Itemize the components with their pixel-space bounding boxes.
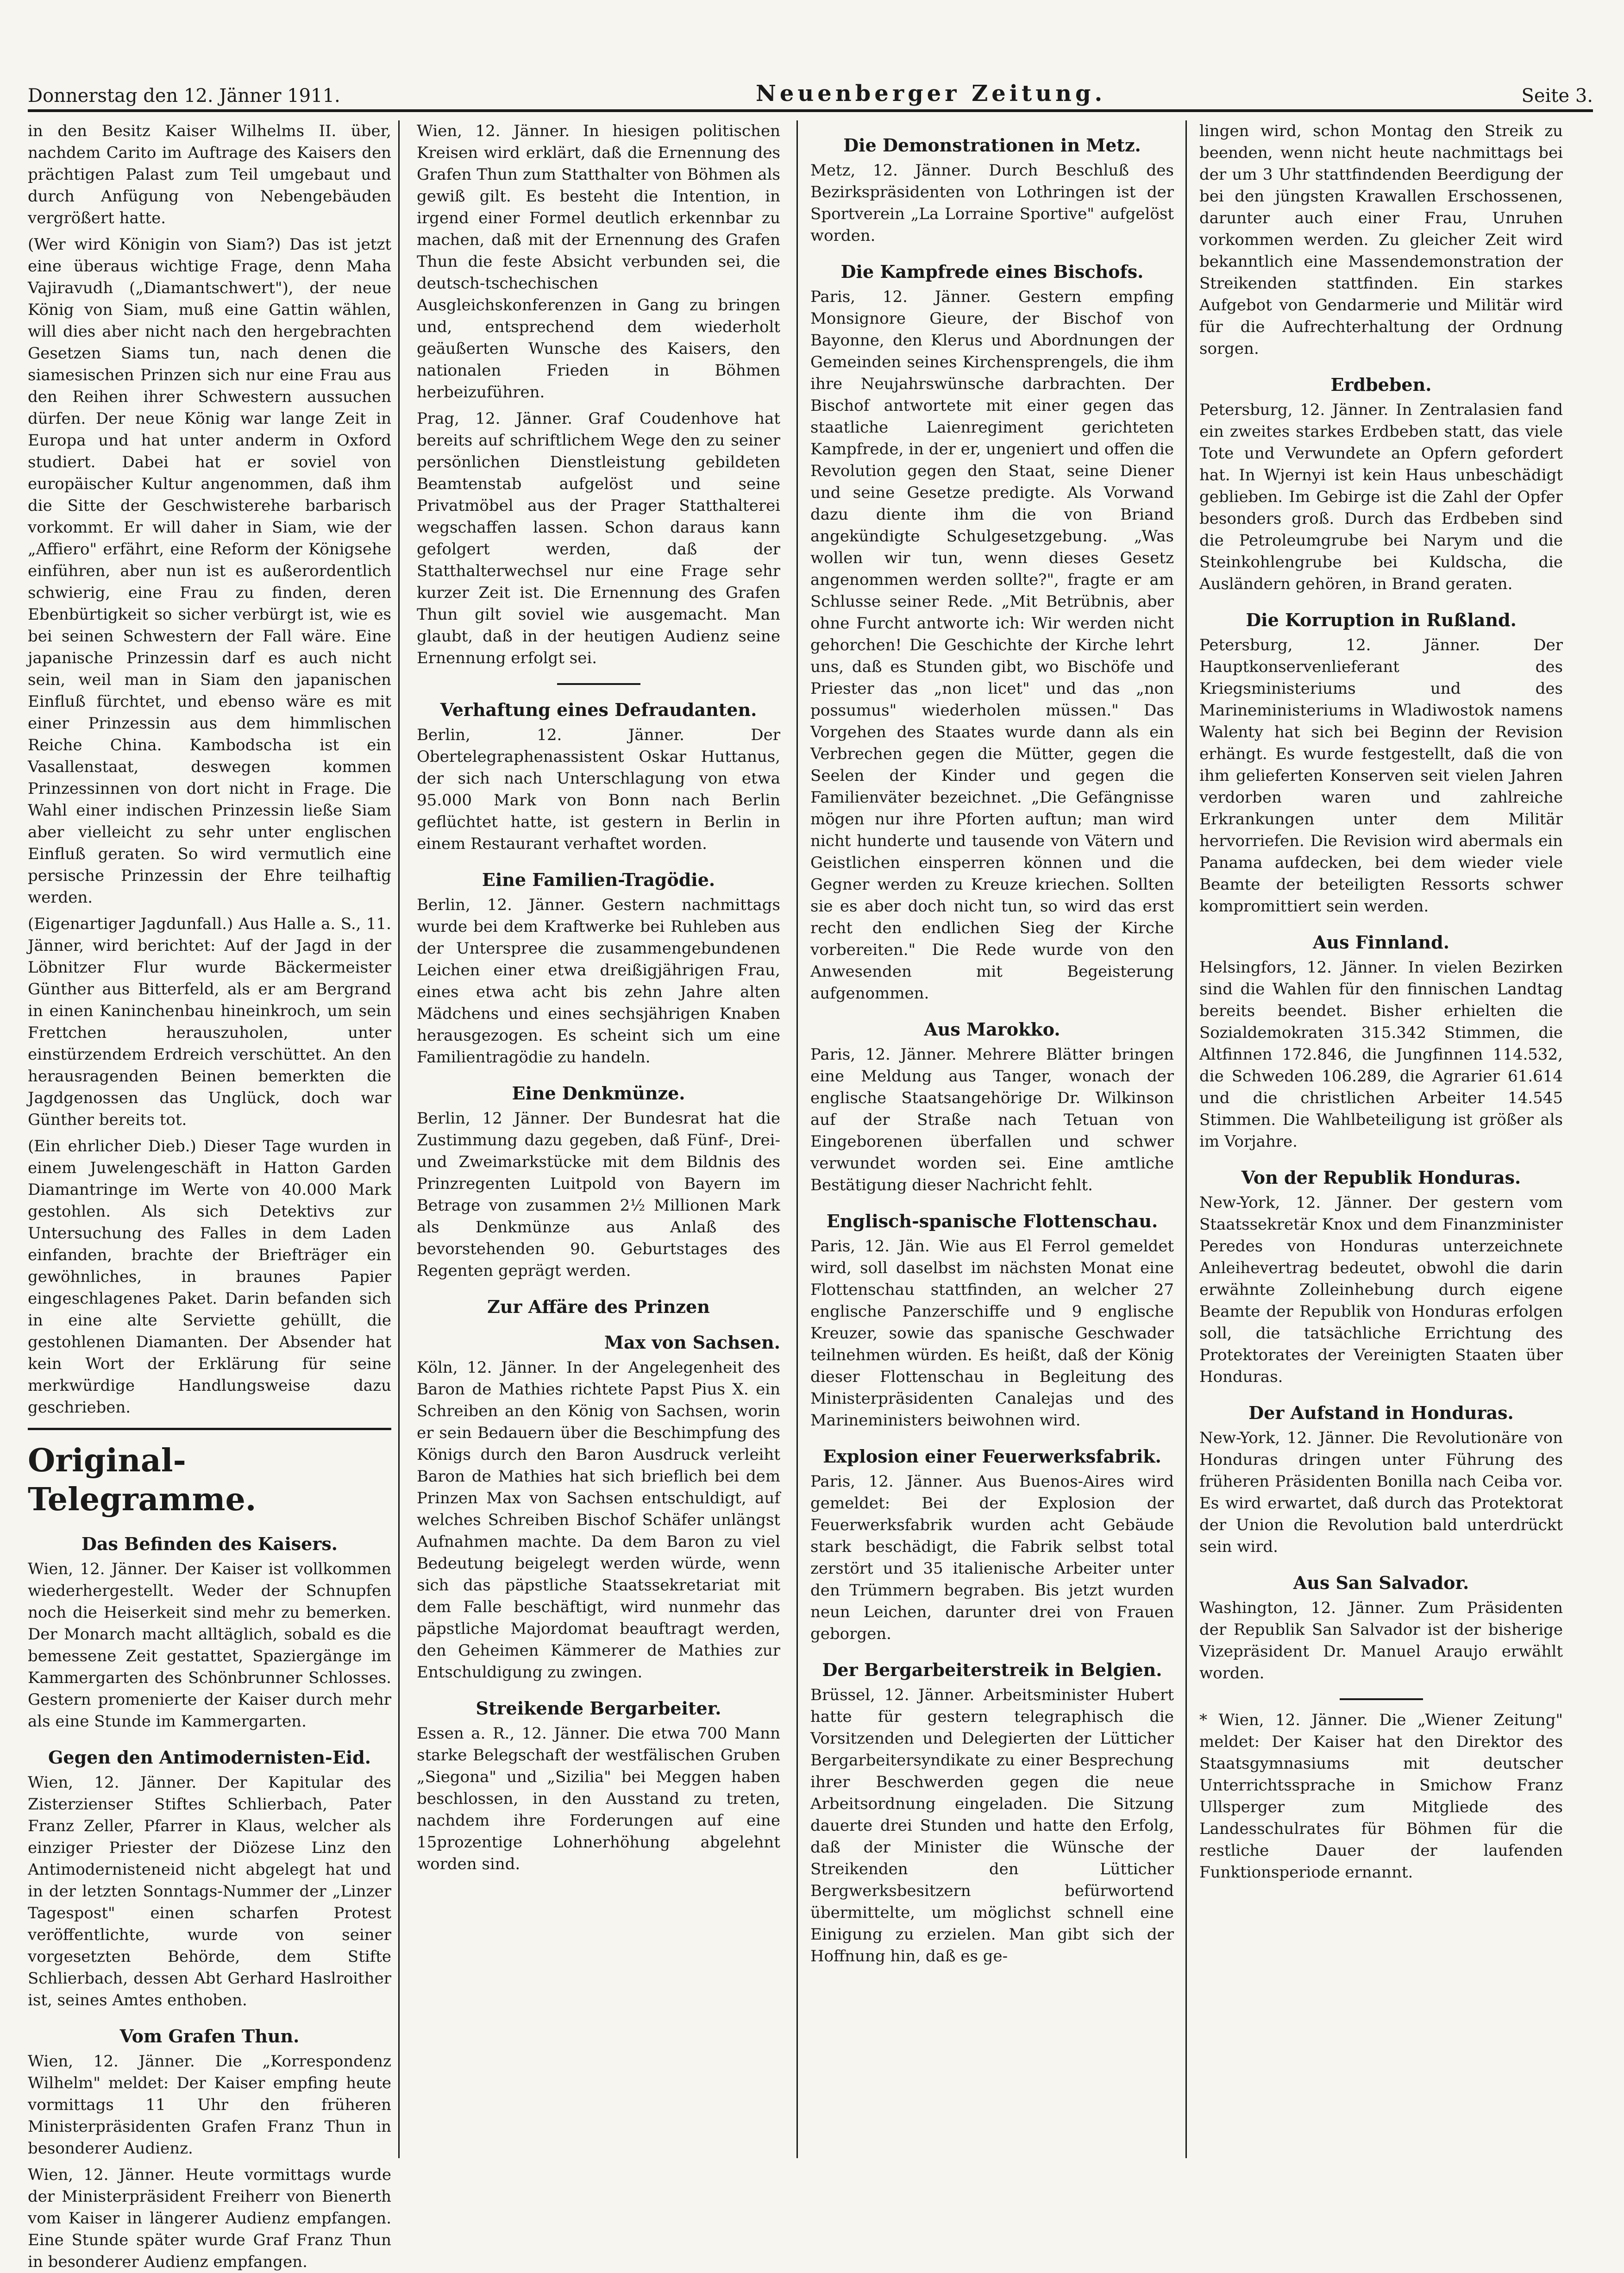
article-text: Essen a. R., 12. Jänner. Die etwa 700 Mann starke Belegschaft der westfälischen Gruben „Siegona" und „Sizilia" bei Meggen haben beschlossen, in den Ausstand zu treten, nachdem ihre Forderungen auf eine 15prozentige Lohnerhöhung abgelehnt worden sind.	[417, 1724, 780, 1873]
article-headline: Eine Denkmünze.	[512, 1083, 685, 1104]
article-headline: Die Korruption in Rußland.	[1246, 609, 1517, 630]
article-text: in den Besitz Kaiser Wilhelms II. über, nachdem Carito im Auftrage des Kaisers den prächtigen Palast zum Teil umgebaut und durch Anfügung von Nebengebäuden vergrößert hatte.	[28, 122, 391, 227]
section-title: Original-Telegramme.	[28, 1442, 257, 1518]
article-text: lingen wird, schon Montag den Streik zu beenden, wenn nicht heute nachmittags bei der um 3 Uhr stattfindenden Beerdigung der bei den jüngsten Krawallen Erschossenen, darunter auch einer Frau, Unruhen vorkommen werden. Zu gleicher Zeit wird bekanntlich eine Massendemonstration der Streikenden stattfinden. Ein starkes Aufgebot von Gendarmerie und Militär wird für die Aufrechterhaltung der Ordnung sorgen.	[1199, 122, 1563, 358]
column-divider	[796, 120, 798, 2158]
article-headline: Explosion einer Feuerwerksfabrik.	[823, 1446, 1161, 1467]
column-divider	[1185, 120, 1187, 2158]
article-text: Wien, 12. Jänner. Der Kaiser ist vollkommen wiederhergestellt. Weder der Schnupfen noch die Heiserkeit sind mehr zu bemerken. Der Monarch macht alltäglich, sobald es die bemessene Zeit gestattet, Spaziergänge im Kammergarten des Schönbrunner Schlosses. Gestern promenierte der Kaiser durch mehr als eine Stunde im Kammergarten.	[28, 1560, 391, 1731]
section-rule	[28, 1428, 391, 1430]
separator	[557, 683, 640, 685]
article-text: New-York, 12. Jänner. Der gestern vom Staatssekretär Knox und dem Finanzminister Peredes von Honduras unterzeichnete Anleihevertrag bedeutet, obwohl die darin erwähnte Zolleinhebung durch eigene Beamte der Republik von Honduras erfolgen soll, die tatsächliche Errichtung des Protektorates der Vereinigten Staaten über Honduras.	[1199, 1193, 1563, 1386]
article-text: * Wien, 12. Jänner. Die „Wiener Zeitung" meldet: Der Kaiser hat den Direktor des Staatsgymnasiums mit deutscher Unterrichtssprache in Smichow Franz Ullsperger zum Mitgliede des Landesschulrates für Böhmen für die restliche Dauer der laufenden Funktionsperiode ernannt.	[1199, 1711, 1563, 1882]
article-text: Prag, 12. Jänner. Graf Coudenhove hat bereits auf schriftlichem Wege den zu seiner persönlichen Dienstleistung gebildeten Beamtenstab aufgelöst und seine Privatmöbel aus der Prager Statthalterei wegschaffen lassen. Schon daraus kann gefolgert werden, daß der Statthalterwechsel nur eine Frage sehr kurzer Zeit ist. Die Ernennung des Grafen Thun gilt soviel wie ausgemacht. Man glaubt, daß in der heutigen Audienz seine Ernennung erfolgt sei.	[417, 409, 780, 667]
article-headline: Aus Marokko.	[924, 1019, 1060, 1040]
article-text: New-York, 12. Jänner. Die Revolutionäre von Honduras dringen unter Führung des früheren Präsidenten Bonilla nach Ceiba vor. Es wird erwartet, daß durch das Protektorat der Union die Revolution bald unterdrückt sein wird.	[1199, 1429, 1563, 1556]
article-headline: Das Befinden des Kaisers.	[81, 1533, 338, 1554]
page-header	[28, 69, 1593, 112]
article-text: Berlin, 12. Jänner. Gestern nachmittags wurde bei dem Kraftwerke bei Ruhleben aus der Unterspree die zusammengebundenen Leichen einer etwa dreißigjährigen Frau, eines etwa acht bis zehn Jahre alten Mädchens und eines sechsjährigen Knaben herausgezogen. Es scheint sich um eine Familientragödie zu handeln.	[417, 896, 780, 1067]
article-headline: Streikende Bergarbeiter.	[476, 1698, 721, 1719]
article-headline: Gegen den Antimodernisten-Eid.	[48, 1747, 371, 1768]
article-headline: Zur Affäre des Prinzen	[487, 1296, 710, 1317]
article-text: Helsingfors, 12. Jänner. In vielen Bezirken sind die Wahlen für den finnischen Landtag bereits beendet. Bisher erhielten die Sozialdemokraten 315.342 Stimmen, die Altfinnen 172.846, die Jungfinnen 114.532, die Schweden 106.289, die Agrarier 61.614 und die christlichen Arbeiter 14.545 Stimmen. Die Wahlbeteiligung ist größer als im Vorjahre.	[1199, 958, 1563, 1151]
separator	[1340, 1698, 1423, 1700]
article-text: Washington, 12. Jänner. Zum Präsidenten der Republik San Salvador ist der bisherige Vizepräsident Dr. Manuel Araujo erwählt worden.	[1199, 1599, 1563, 1683]
article-headline: Der Bergarbeiterstreik in Belgien.	[822, 1659, 1162, 1680]
article-text: Metz, 12. Jänner. Durch Beschluß des Bezirkspräsidenten von Lothringen ist der Sportverein „La Lorraine Sportive" aufgelöst worden.	[810, 161, 1174, 245]
article-headline-sub: Max von Sachsen.	[604, 1332, 780, 1353]
article-text: Berlin, 12 Jänner. Der Bundesrat hat die Zustimmung dazu gegeben, daß Fünf-, Drei- und Zweimarkstücke mit dem Bildnis des Prinzregenten Luitpold von Bayern im Betrage von zusammen 2½ Millionen Mark als Denkmünze aus Anlaß des bevorstehenden 90. Geburtstages des Regenten geprägt werden.	[417, 1109, 780, 1280]
article-headline: Aus San Salvador.	[1293, 1572, 1469, 1593]
article-text: Petersburg, 12. Jänner. Der Hauptkonservenlieferant des Kriegsministeriums und des Marineministeriums in Wladiwostok namens Walenty hat sich bei Beginn der Revision erhängt. Es wurde festgestellt, daß die von ihm gelieferten Konserven seit vielen Jahren verdorben waren und zahlreiche Erkrankungen unter dem Militär hervorriefen. Die Revision wird abermals ein Panama aufdecken, bei dem wieder viele Beamte der beteiligten Ressorts schwer kompromittiert sein werden.	[1199, 636, 1563, 916]
article-headline: Eine Familien-Tragödie.	[482, 869, 715, 890]
article-text: Wien, 12. Jänner. Heute vormittags wurde der Ministerpräsident Freiherr von Bienerth vom Kaiser in längerer Audienz empfangen. Eine Stunde später wurde Graf Franz Thun in besonderer Audienz empfangen.	[28, 2166, 391, 2271]
column-4	[1199, 120, 1563, 2177]
column-3	[810, 120, 1174, 2177]
article-headline: Von der Republik Honduras.	[1241, 1167, 1521, 1188]
column-2	[417, 120, 780, 2177]
article-text: (Eigenartiger Jagdunfall.) Aus Halle a. S., 11. Jänner, wird berichtet: Auf der Jagd in der Löbnitzer Flur wurde Bäckermeister Günther aus Bitterfeld, als er am Bergrand in einen Kaninchenbau hineinkroch, um sein Frettchen herauszuholen, unter einstürzendem Erdreich verschüttet. An den herausragenden Beinen bemerkten die Jagdgenossen das Unglück, doch war Günther bereits tot.	[28, 915, 391, 1129]
article-text: (Wer wird Königin von Siam?) Das ist jetzt eine überaus wichtige Frage, denn Maha Vajiravudh („Diamantschwert"), der neue König von Siam, muß eine Gattin wählen, will dies aber nicht nach den hergebrachten Gesetzen Siams tun, nach denen die siamesischen Prinzen sich nur eine Frau aus den Reihen ihrer Schwestern aussuchen dürfen. Der neue König war lange Zeit in Europa und hat unter anderm in Oxford studiert. Dabei hat er soviel von europäischer Kultur angenommen, daß ihm die Sitte der Geschwisterehe barbarisch vorkommt. Er will daher in Siam, wie der „Affiero" erfährt, eine Reform der Königsehe einführen, aber nun ist es außerordentlich schwierig, eine Frau zu finden, deren Ebenbürtigkeit so sicher verbürgt ist, wie es bei seinen Schwestern der Fall wäre. Eine japanische Prinzessin darf es auch nicht sein, weil man in Siam den japanischen Einfluß fürchtet, und ebenso wäre es mit einer Prinzessin aus dem himmlischen Reiche China. Kambodscha ist ein Vasallenstaat, deswegen kommen Prinzessinnen von dort nicht in Frage. Die Wahl einer indischen Prinzessin ließe Siam aber vielleicht zu sehr unter englischen Einfluß geraten. So wird vermutlich eine persische Prinzessin der Ehre teilhaftig werden.	[28, 235, 391, 907]
column-divider	[398, 120, 400, 2158]
page-number: Seite 3.	[1521, 85, 1593, 107]
article-text: Paris, 12. Jänner. Aus Buenos-Aires wird gemeldet: Bei der Explosion der Feuerwerksfabrik wurden acht Gebäude stark beschädigt, die Fabrik selbst total zerstört und 35 italienische Arbeiter unter den Trümmern begraben. Bis jetzt wurden neun Leichen, darunter drei von Frauen geborgen.	[810, 1472, 1174, 1643]
article-headline: Englisch-spanische Flottenschau.	[826, 1211, 1158, 1231]
article-text: Paris, 12. Jän. Wie aus El Ferrol gemeldet wird, soll daselbst im nächsten Monat eine Flottenschau stattfinden, an welcher 27 englische Panzerschiffe und 9 englische Kreuzer, sowie das spanische Geschwader teilnehmen würden. Es heißt, daß der König dieser Flottenschau in Begleitung des Ministerpräsidenten Canalejas und des Marineministers beiwohnen wird.	[810, 1237, 1174, 1430]
article-headline: Die Kampfrede eines Bischofs.	[840, 261, 1144, 282]
article-text: Petersburg, 12. Jänner. In Zentralasien fand ein zweites starkes Erdbeben statt, das viele Tote und Verwundete an Opfern gefordert hat. In Wjernyi ist kein Haus unbeschädigt geblieben. Im Gebirge ist die Zahl der Opfer besonders groß. Durch das Erdbeben sind die Petroleumgrube bei Narym und die Steinkohlengrube bei Kuldscha, die Ausländern gehören, in Brand geraten.	[1199, 401, 1563, 593]
article-headline: Vom Grafen Thun.	[119, 2026, 300, 2047]
article-text: Wien, 12. Jänner. In hiesigen politischen Kreisen wird erklärt, daß die Ernennung des Grafen Thun zum Statthalter von Böhmen als gewiß gilt. Es besteht die Intention, in irgend einer Formel deutlich erkennbar zu machen, daß mit der Ernennung des Grafen Thun die feste Absicht verbunden sei, die deutsch-tschechischen Ausgleichskonferenzen in Gang zu bringen und, entsprechend dem wiederholt geäußerten Wunsche des Kaisers, den nationalen Frieden in Böhmen herbeizuführen.	[417, 122, 780, 402]
article-text: Berlin, 12. Jänner. Der Obertelegraphenassistent Oskar Huttanus, der sich nach Unterschlagung von etwa 95.000 Mark von Bonn nach Berlin geflüchtet hatte, ist gestern in Berlin in einem Restaurant verhaftet worden.	[417, 726, 780, 853]
article-headline: Aus Finnland.	[1313, 932, 1449, 953]
article-headline: Verhaftung eines Defraudanten.	[440, 699, 757, 720]
article-text: Paris, 12. Jänner. Gestern empfing Monsignore Gieure, der Bischof von Bayonne, den Klerus und Abordnungen der Gemeinden seines Kirchensprengels, die ihm ihre Neujahrswünsche darbrachten. Der Bischof antwortete mit einer gegen das staatliche Laienregiment gerichteten Kampfrede, in der er, ungeniert und offen die Revolution gegen den Staat, seine Diener und seine Gesetze predigte. Als Vorwand dazu diente ihm die von Briand angekündigte Schulgesetzgebung. „Was wollen wir tun, wenn dieses Gesetz angenommen werden sollte?", fragte er am Schlusse seiner Rede. „Mit Betrübnis, aber ohne Furcht antworte ich: Wir werden nicht gehorchen! Die Geschichte der Kirche lehrt uns, daß es Stunden gibt, wo Bischöfe und Priester das „non licet" und das „non possumus" wiederholen müssen." Das Vorgehen des Staates wurde dann als ein Verbrechen gegen die Mütter, gegen die Seelen der Kinder und gegen die Familienväter bezeichnet. „Die Gefängnisse mögen nur ihre Pforten auftun; man wird nicht hunderte und tausende von Vätern und Geistlichen einsperren können und die Gegner werden zu Kreuze kriechen. Sollten sie es aber doch nicht tun, so wird das erst recht den endlichen Sieg der Kirche vorbereiten." Die Rede wurde von den Anwesenden mit Begeisterung aufgenommen.	[810, 288, 1174, 1003]
article-text: Brüssel, 12. Jänner. Arbeitsminister Hubert hatte für gestern telegraphisch die Vorsitzenden und Delegierten der Lütticher Bergarbeitersyndikate zu einer Besprechung ihrer Beschwerden gegen die neue Arbeitsordnung eingeladen. Die Sitzung dauerte drei Stunden und hatte den Erfolg, daß der Minister die Wünsche der Streikenden den Lütticher Bergwerksbesitzern befürwortend übermittelte, um möglichst schnell eine Einigung zu erzielen. Man gibt sich der Hoffnung hin, daß es ge-	[810, 1686, 1174, 1965]
article-text: (Ein ehrlicher Dieb.) Dieser Tage wurden in einem Juwelengeschäft in Hatton Garden Diamantringe im Werte von 40.000 Mark gestohlen. Als sich Detektivs zur Untersuchung des Falles in dem Laden einfanden, brachte der Briefträger ein gewöhnliches, in braunes Papier eingeschlagenes Paket. Darin befanden sich in eine alte Serviette gehüllt, die gestohlenen Diamanten. Der Absender hat kein Wort der Erklärung für seine merkwürdige Handlungsweise dazu geschrieben.	[28, 1137, 391, 1417]
article-text: Wien, 12. Jänner. Der Kapitular des Zisterzienser Stiftes Schlierbach, Pater Franz Zeller, Pfarrer in Klaus, welcher als einziger Priester der Diözese Linz den Antimodernisteneid nicht abgelegt hat und in der letzten Sonntags-Nummer der „Linzer Tagespost" einen scharfen Protest veröffentlichte, wurde von seiner vorgesetzten Behörde, dem Stifte Schlierbach, dessen Abt Gerhard Haslroither ist, seines Amtes enthoben.	[28, 1773, 391, 2009]
article-text: Paris, 12. Jänner. Mehrere Blätter bringen eine Meldung aus Tanger, wonach der englische Staatsangehörige Dr. Wilkinson auf der Straße nach Tetuan von Eingeborenen überfallen und schwer verwundet worden sei. Eine amtliche Bestätigung dieser Nachricht fehlt.	[810, 1045, 1174, 1194]
header-date: Donnerstag den 12. Jänner 1911.	[28, 85, 340, 107]
article-text: Köln, 12. Jänner. In der Angelegenheit des Baron de Mathies richtete Papst Pius X. ein Schreiben an den König von Sachsen, worin er sein Bedauern über die Beschimpfung des Königs durch den Baron Ausdruck verleiht Baron de Mathies hat sich brieflich bei dem Prinzen Max von Sachsen entschuldigt, auf welches Schreiben Bischof Schäfer unlängst Aufnahmen machte. Da dem Baron zu viel Bedeutung beigelegt werden würde, wenn sich das päpstliche Staatssekretariat mit dem Falle beschäftigt, wird nunmehr das päpstliche Majordomat beauftragt werden, den Geheimen Kämmerer de Mathies zur Entschuldigung zu zwingen.	[417, 1358, 780, 1682]
article-headline: Die Demonstrationen in Metz.	[843, 135, 1141, 156]
article-text: Wien, 12. Jänner. Die „Korrespondenz Wilhelm" meldet: Der Kaiser empfing heute vormittags 11 Uhr den früheren Ministerpräsidenten Grafen Franz Thun in besonderer Audienz.	[28, 2052, 391, 2158]
article-headline: Der Aufstand in Honduras.	[1248, 1402, 1514, 1423]
column-1	[28, 120, 391, 2271]
article-headline: Erdbeben.	[1330, 374, 1432, 395]
masthead: Neuenberger Zeitung.	[755, 81, 1106, 107]
